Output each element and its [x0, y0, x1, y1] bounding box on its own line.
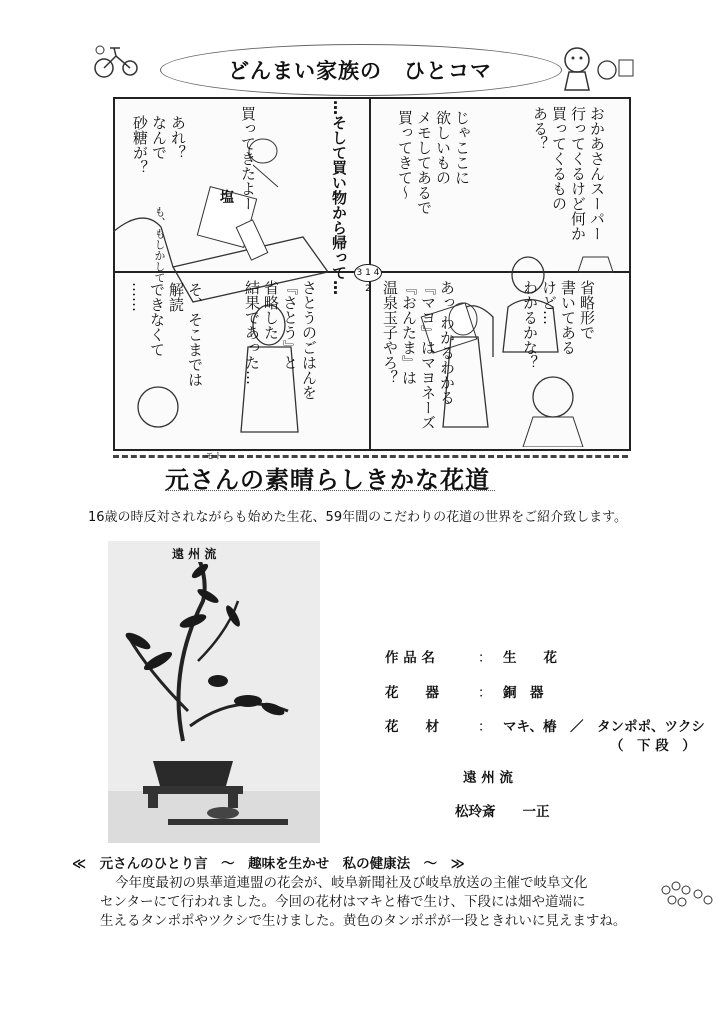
bicycle-icon	[92, 40, 140, 80]
panel2-whisper: も、もしかして	[153, 206, 166, 283]
work-material-value: マキ、椿 ／ タンポポ、ツクシ	[503, 719, 705, 735]
flower-dots-icon	[658, 880, 718, 910]
work-material-colon: ：	[478, 719, 492, 735]
panel2-bubble-return: 買ってきたよー	[239, 106, 257, 211]
title-ruby: モト	[205, 452, 224, 462]
title-underline	[165, 490, 495, 491]
section-separator	[113, 455, 628, 458]
panel1-bubble-mother: おかあさんスーパー 行ってくるけど何か 買ってくるもの ある？	[531, 106, 606, 241]
article-title: 元さんの素晴らしきかな花道	[165, 466, 490, 494]
page-title: どんまい家族の ひとコマ	[228, 59, 492, 83]
work-artist: 松玲斎 一正	[455, 804, 550, 820]
ikebana-photo	[108, 541, 320, 843]
mascot-icon	[555, 40, 635, 96]
work-material-note: （ 下 段 ）	[610, 738, 696, 754]
panel4-narration: さとうのごはんを 『さとう』と 省略した 結果であった…	[243, 280, 318, 400]
work-vessel-value: 銅 器	[503, 685, 544, 701]
panel2-bag-label: 塩	[220, 190, 234, 206]
work-material-label: 花 材	[385, 719, 439, 735]
panel2-narration: …そして買い物から帰って…	[330, 100, 348, 295]
photo-caption: 遠 州 流	[172, 547, 217, 561]
panel1-bubble-child: じゃここに 欲しいもの メモしてあるで 買ってきて〜	[396, 110, 471, 215]
work-name-colon: ：	[478, 650, 492, 666]
work-vessel-label: 花 器	[385, 685, 439, 701]
panel2-bubble-question: あれ？ なんで 砂糖が？	[131, 115, 187, 175]
body-line-2: センターにて行われました。今回の花材はマキと椿で生け、下段には畑や道端に	[100, 894, 586, 910]
work-school: 遠 州 流	[463, 770, 513, 786]
ikebana-illustration	[108, 541, 320, 843]
body-line-1: 今年度最初の県華道連盟の花会が、岐阜新聞社及び岐阜放送の主催で岐阜文化	[115, 875, 588, 891]
panel3-bubble-mother: 省略形で 書いてある けど… わかるかな？	[521, 280, 596, 370]
work-vessel-colon: ：	[478, 685, 492, 701]
article-intro: 16歳の時反対されながらも始めた生花、59年間のこだわりの花道の世界をご紹介致します。	[88, 510, 628, 525]
body-line-3: 生えるタンポポやツクシで生けました。黄色のタンポポが一段ときれいに見えますね。	[100, 913, 627, 929]
panel4-bubble: そ、そこまでは 解読 できなくて ……	[129, 282, 204, 387]
quote-heading: ≪ 元さんのひとり言 〜 趣味を生かせ 私の健康法 〜 ≫	[72, 856, 465, 872]
work-name-label: 作 品 名	[385, 650, 435, 666]
panel-order: 3 1 4 2	[354, 264, 382, 282]
panel3-bubble-child: あっ わかるわかる 『マヨ』はマヨネーズ 『おんたま』は 温泉玉子やろ？	[381, 280, 456, 430]
work-name-value: 生 花	[503, 650, 557, 666]
